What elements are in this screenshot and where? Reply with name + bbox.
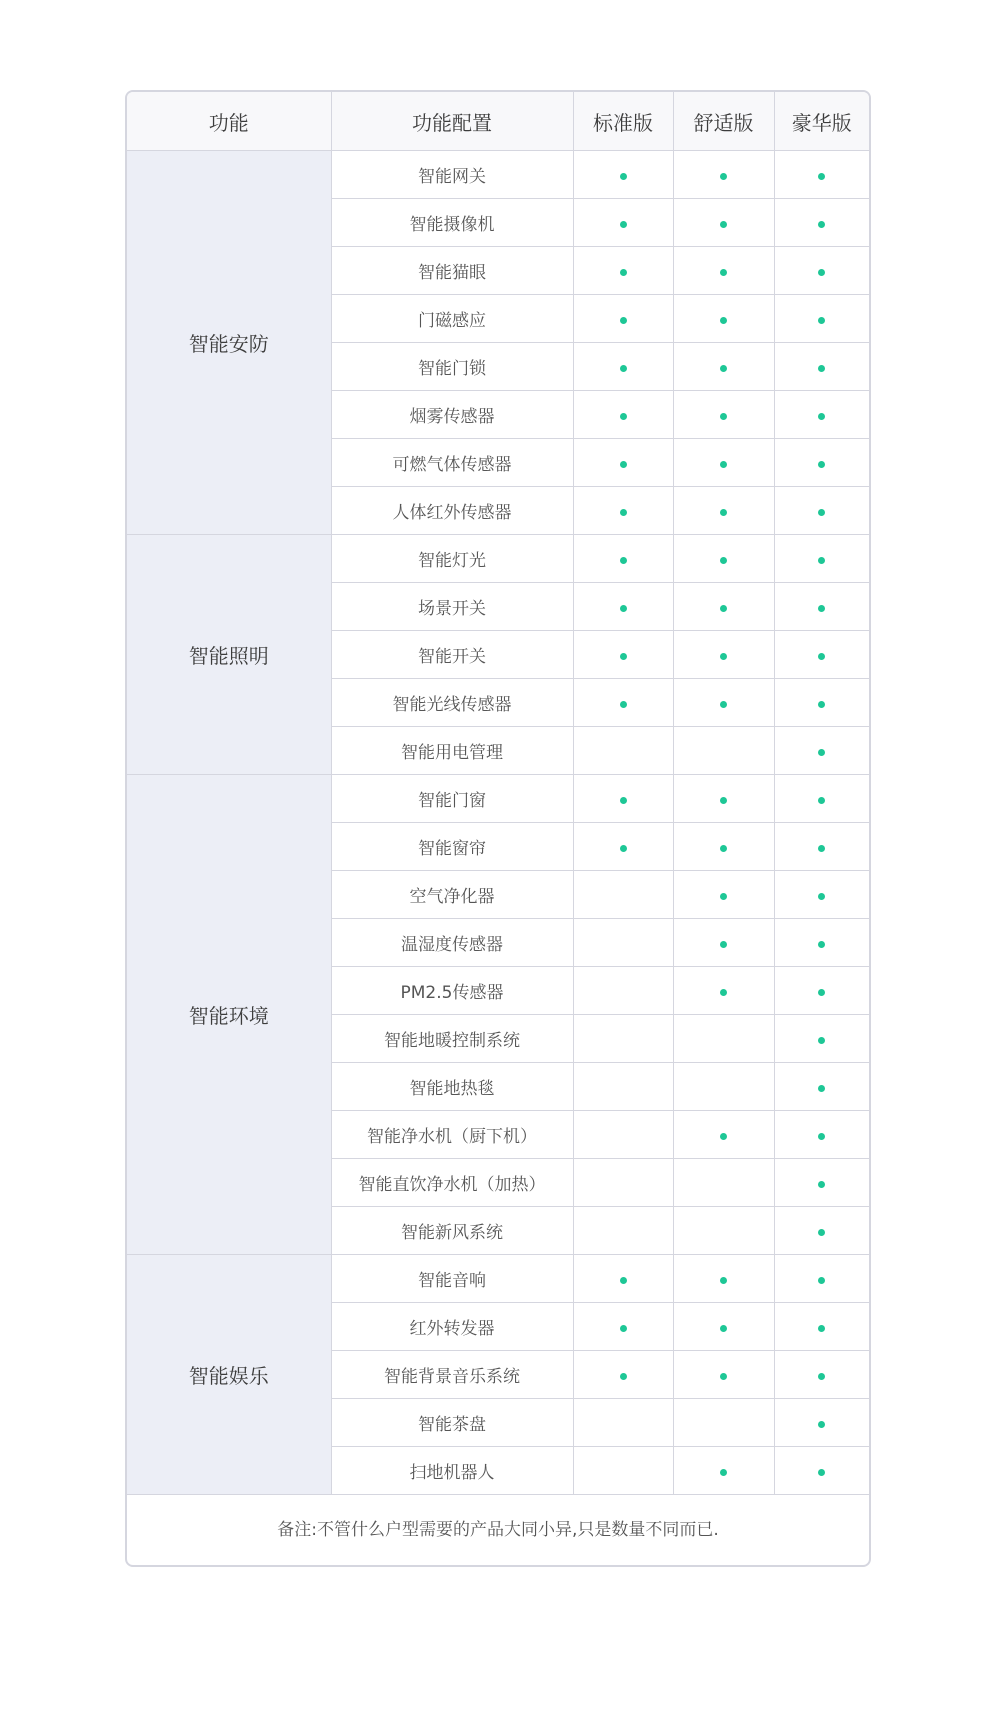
dot-icon xyxy=(818,1373,825,1380)
dot-icon xyxy=(720,509,727,516)
comfort-cell xyxy=(673,727,774,775)
comfort-cell xyxy=(673,631,774,679)
feature-cell: 智能灯光 xyxy=(331,535,573,583)
dot-icon xyxy=(620,1277,627,1284)
comfort-cell xyxy=(673,967,774,1015)
dot-icon xyxy=(720,221,727,228)
standard-cell xyxy=(573,535,673,583)
comfort-cell xyxy=(673,151,774,199)
dot-icon xyxy=(620,413,627,420)
dot-icon xyxy=(818,1469,825,1476)
feature-cell: 智能净水机（厨下机） xyxy=(331,1111,573,1159)
header-feature: 功能配置 xyxy=(331,92,573,151)
comfort-cell xyxy=(673,823,774,871)
comfort-cell xyxy=(673,1207,774,1255)
dot-icon xyxy=(720,365,727,372)
dot-icon xyxy=(620,557,627,564)
comfort-cell xyxy=(673,439,774,487)
feature-cell: 智能用电管理 xyxy=(331,727,573,775)
dot-icon xyxy=(720,701,727,708)
comfort-cell xyxy=(673,1255,774,1303)
luxury-cell xyxy=(774,679,869,727)
table-row xyxy=(127,535,869,583)
dot-icon xyxy=(818,1133,825,1140)
dot-icon xyxy=(620,1373,627,1380)
luxury-cell xyxy=(774,487,869,535)
luxury-cell xyxy=(774,247,869,295)
feature-cell: 场景开关 xyxy=(331,583,573,631)
feature-cell: 智能地暖控制系统 xyxy=(331,1015,573,1063)
dot-icon xyxy=(818,845,825,852)
luxury-cell xyxy=(774,439,869,487)
comfort-cell xyxy=(673,1111,774,1159)
standard-cell xyxy=(573,151,673,199)
dot-icon xyxy=(720,941,727,948)
standard-cell xyxy=(573,1351,673,1399)
dot-icon xyxy=(818,557,825,564)
luxury-cell xyxy=(774,823,869,871)
comfort-cell xyxy=(673,679,774,727)
standard-cell xyxy=(573,1303,673,1351)
dot-icon xyxy=(620,509,627,516)
luxury-cell xyxy=(774,1255,869,1303)
category-cell: 智能照明 xyxy=(127,535,331,775)
standard-cell xyxy=(573,199,673,247)
table-header-row xyxy=(127,92,869,151)
table-row xyxy=(127,1255,869,1303)
comfort-cell xyxy=(673,295,774,343)
feature-cell: 智能光线传感器 xyxy=(331,679,573,727)
dot-icon xyxy=(620,173,627,180)
luxury-cell xyxy=(774,583,869,631)
luxury-cell xyxy=(774,535,869,583)
feature-cell: 可燃气体传感器 xyxy=(331,439,573,487)
dot-icon xyxy=(620,701,627,708)
luxury-cell xyxy=(774,631,869,679)
dot-icon xyxy=(620,797,627,804)
feature-cell: 智能新风系统 xyxy=(331,1207,573,1255)
comfort-cell xyxy=(673,775,774,823)
standard-cell xyxy=(573,1015,673,1063)
comfort-cell xyxy=(673,487,774,535)
standard-cell xyxy=(573,631,673,679)
dot-icon xyxy=(818,1421,825,1428)
category-cell: 智能环境 xyxy=(127,775,331,1255)
standard-cell xyxy=(573,439,673,487)
dot-icon xyxy=(620,221,627,228)
dot-icon xyxy=(818,1085,825,1092)
dot-icon xyxy=(818,1181,825,1188)
standard-cell xyxy=(573,775,673,823)
category-cell: 智能娱乐 xyxy=(127,1255,331,1495)
dot-icon xyxy=(818,413,825,420)
category-cell: 智能安防 xyxy=(127,151,331,535)
luxury-cell xyxy=(774,1111,869,1159)
luxury-cell xyxy=(774,727,869,775)
comfort-cell xyxy=(673,1015,774,1063)
feature-cell: 智能音响 xyxy=(331,1255,573,1303)
dot-icon xyxy=(818,605,825,612)
luxury-cell xyxy=(774,391,869,439)
comfort-cell xyxy=(673,1351,774,1399)
standard-cell xyxy=(573,679,673,727)
feature-cell: 人体红外传感器 xyxy=(331,487,573,535)
luxury-cell xyxy=(774,967,869,1015)
footnote: 备注:不管什么户型需要的产品大同小异,只是数量不同而已. xyxy=(277,1520,719,1540)
luxury-cell xyxy=(774,295,869,343)
luxury-cell xyxy=(774,1303,869,1351)
standard-cell xyxy=(573,727,673,775)
feature-cell: 智能直饮净水机（加热） xyxy=(331,1159,573,1207)
standard-cell xyxy=(573,823,673,871)
dot-icon xyxy=(818,797,825,804)
standard-cell xyxy=(573,487,673,535)
feature-cell: 红外转发器 xyxy=(331,1303,573,1351)
comfort-cell xyxy=(673,871,774,919)
header-standard: 标准版 xyxy=(573,92,673,151)
standard-cell xyxy=(573,1399,673,1447)
feature-cell: 智能背景音乐系统 xyxy=(331,1351,573,1399)
dot-icon xyxy=(620,317,627,324)
comfort-cell xyxy=(673,583,774,631)
feature-cell: 智能门锁 xyxy=(331,343,573,391)
luxury-cell xyxy=(774,199,869,247)
dot-icon xyxy=(818,317,825,324)
comfort-cell xyxy=(673,1447,774,1495)
header-comfort: 舒适版 xyxy=(673,92,774,151)
feature-cell: 扫地机器人 xyxy=(331,1447,573,1495)
feature-cell: 智能摄像机 xyxy=(331,199,573,247)
standard-cell xyxy=(573,1255,673,1303)
feature-cell: 智能茶盘 xyxy=(331,1399,573,1447)
dot-icon xyxy=(620,653,627,660)
dot-icon xyxy=(818,1325,825,1332)
luxury-cell xyxy=(774,151,869,199)
feature-cell: PM2.5传感器 xyxy=(331,967,573,1015)
feature-cell: 智能猫眼 xyxy=(331,247,573,295)
feature-cell: 智能门窗 xyxy=(331,775,573,823)
standard-cell xyxy=(573,919,673,967)
dot-icon xyxy=(818,269,825,276)
dot-icon xyxy=(720,317,727,324)
luxury-cell xyxy=(774,1351,869,1399)
standard-cell xyxy=(573,295,673,343)
luxury-cell xyxy=(774,343,869,391)
dot-icon xyxy=(818,509,825,516)
dot-icon xyxy=(720,173,727,180)
luxury-cell xyxy=(774,1159,869,1207)
dot-icon xyxy=(720,413,727,420)
comfort-cell xyxy=(673,919,774,967)
standard-cell xyxy=(573,1111,673,1159)
dot-icon xyxy=(720,1277,727,1284)
dot-icon xyxy=(720,1325,727,1332)
standard-cell xyxy=(573,1447,673,1495)
spec-table xyxy=(127,92,869,1495)
dot-icon xyxy=(720,269,727,276)
dot-icon xyxy=(818,173,825,180)
table-row xyxy=(127,775,869,823)
standard-cell xyxy=(573,247,673,295)
dot-icon xyxy=(720,1469,727,1476)
dot-icon xyxy=(818,1277,825,1284)
comfort-cell xyxy=(673,199,774,247)
feature-comparison-table xyxy=(125,90,871,1567)
luxury-cell xyxy=(774,1399,869,1447)
comfort-cell xyxy=(673,1399,774,1447)
dot-icon xyxy=(818,653,825,660)
standard-cell xyxy=(573,583,673,631)
feature-cell: 烟雾传感器 xyxy=(331,391,573,439)
dot-icon xyxy=(818,941,825,948)
feature-cell: 空气净化器 xyxy=(331,871,573,919)
comfort-cell xyxy=(673,535,774,583)
feature-cell: 温湿度传感器 xyxy=(331,919,573,967)
dot-icon xyxy=(818,1229,825,1236)
feature-cell: 智能网关 xyxy=(331,151,573,199)
header-luxury: 豪华版 xyxy=(774,92,869,151)
dot-icon xyxy=(818,989,825,996)
dot-icon xyxy=(720,653,727,660)
comfort-cell xyxy=(673,1303,774,1351)
dot-icon xyxy=(720,893,727,900)
comfort-cell xyxy=(673,247,774,295)
luxury-cell xyxy=(774,1015,869,1063)
dot-icon xyxy=(620,845,627,852)
dot-icon xyxy=(720,845,727,852)
dot-icon xyxy=(620,365,627,372)
comfort-cell xyxy=(673,391,774,439)
luxury-cell xyxy=(774,871,869,919)
standard-cell xyxy=(573,967,673,1015)
table-row xyxy=(127,151,869,199)
dot-icon xyxy=(720,605,727,612)
header-category: 功能 xyxy=(127,92,331,151)
dot-icon xyxy=(620,1325,627,1332)
dot-icon xyxy=(620,269,627,276)
dot-icon xyxy=(720,1133,727,1140)
standard-cell xyxy=(573,871,673,919)
dot-icon xyxy=(818,893,825,900)
dot-icon xyxy=(620,605,627,612)
dot-icon xyxy=(818,221,825,228)
feature-cell: 智能窗帘 xyxy=(331,823,573,871)
dot-icon xyxy=(818,365,825,372)
luxury-cell xyxy=(774,1447,869,1495)
feature-cell: 门磁感应 xyxy=(331,295,573,343)
standard-cell xyxy=(573,1063,673,1111)
dot-icon xyxy=(720,557,727,564)
dot-icon xyxy=(720,461,727,468)
dot-icon xyxy=(818,749,825,756)
dot-icon xyxy=(720,797,727,804)
dot-icon xyxy=(818,461,825,468)
standard-cell xyxy=(573,1207,673,1255)
luxury-cell xyxy=(774,1207,869,1255)
comfort-cell xyxy=(673,1063,774,1111)
table-body xyxy=(127,151,869,1495)
feature-cell: 智能地热毯 xyxy=(331,1063,573,1111)
standard-cell xyxy=(573,1159,673,1207)
comfort-cell xyxy=(673,343,774,391)
dot-icon xyxy=(720,1373,727,1380)
standard-cell xyxy=(573,391,673,439)
standard-cell xyxy=(573,343,673,391)
luxury-cell xyxy=(774,775,869,823)
dot-icon xyxy=(818,1037,825,1044)
luxury-cell xyxy=(774,919,869,967)
dot-icon xyxy=(620,461,627,468)
dot-icon xyxy=(720,989,727,996)
feature-cell: 智能开关 xyxy=(331,631,573,679)
dot-icon xyxy=(818,701,825,708)
comfort-cell xyxy=(673,1159,774,1207)
luxury-cell xyxy=(774,1063,869,1111)
